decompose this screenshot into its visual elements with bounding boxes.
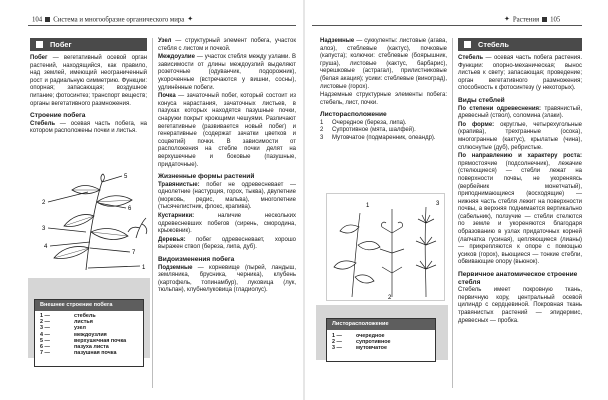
figure-label: 7 xyxy=(132,250,136,256)
left-header-title: Система и многообразие органического мира xyxy=(53,16,185,24)
section-header-stebel: Стебель xyxy=(458,38,582,51)
paragraph: Травянистые: побег не одревесневает — однолетние (настурция, горох, тыква), двулетние (морковь, редис, мальва), многолетние (тысячелистник, флокс, крапива). xyxy=(158,181,296,211)
paragraph: Узел — структурный элемент побега, участок стебля с листом и почкой. xyxy=(158,38,296,52)
figure-label: 1 xyxy=(366,203,370,209)
figure-label: 2 xyxy=(388,295,392,301)
legend-item: 5 — верхушечная почка xyxy=(40,337,127,344)
figure-label: 2 xyxy=(42,200,46,206)
paragraph: Стебель — осевая часть побега, на котором расположены почки и листья. xyxy=(30,120,147,135)
figure-label: 3 xyxy=(42,226,46,232)
column-3 xyxy=(320,38,447,142)
subheading-life-forms: Жизненные формы растений xyxy=(158,173,255,181)
paragraph: Побег — вегетативный осевой орган растений, находящийся, как правило, над землей, имеющий неограниченный рост и радиальную симметрию. Функции: опорная; запасающая; воздушное питание; фотосинтез; транспорт веществ; органы вегетативного размножения. xyxy=(30,55,147,107)
column-1 xyxy=(30,38,147,136)
legend-title: Внешнее строение побега xyxy=(35,300,143,311)
bird-icon: ✦ xyxy=(504,15,510,23)
paragraph: По направлению и характеру роста: прямостоячие (подсолнечник), лежачие (стелющиеся) — стебли лежат на поверхности почвы, не укореняясь (вербейник монетчатый), приподнимающиеся (восходящие) — нижняя часть стебля лежит на поверхности почвы, а верхняя поднимается вертикально (сабельник), ползучие — стебли стелются по земле и укореняются благодаря образованию в узлах придаточных корней (лапчатка гусиная), цепляющиеся (лианы) — прикрепляются к опоре с помощью усиков (горох), вьющиеся — тонкие стебли, обвивающие опору (вьюнок). xyxy=(458,153,582,266)
legend-item: 1 — стебель xyxy=(40,313,96,319)
legend-item: 1 — очередное xyxy=(332,333,385,339)
legend-item: 7 — пазушная почка xyxy=(40,350,117,357)
header-square-icon xyxy=(542,17,547,22)
paragraph: Кустарники: наличие нескольких одревесневших побегов (сирень, смородина, крыжовник). xyxy=(158,213,296,235)
paragraph: Надземные структурные элементы побега: стебель, лист, почки. xyxy=(320,92,447,106)
column-divider xyxy=(152,38,153,388)
legend-item: 4 — междоузлия xyxy=(40,331,107,338)
paragraph: Деревья: побег одревесневает, хорошо выражен ствол (береза, липа, дуб). xyxy=(158,236,296,251)
list-item: 3 Мутовчатое (подмаренник, олеандр). xyxy=(320,134,436,141)
paragraph: Надземные — суккуленты: листовые (агава, алоэ), стеблевые (кактус), почковые (капуста); колючки: стеблевые (боярышник, груша), листовые (кактус, барбарис), черешковые (астрагал), прилистниковые (белая акация); усики: стеблевые (виноград), листовые (горох). xyxy=(320,38,447,90)
paragraph: Стебель имеет покровную ткань, первичную кору, центральный осевой цилиндр с сердцевиной. Покровная ткань травянистых растений — эпидермис, древесных — пробка. xyxy=(458,287,582,324)
shoot-structure-illustration xyxy=(28,172,150,272)
legend-item: 3 — мутовчатое xyxy=(332,345,387,352)
column-divider xyxy=(452,38,453,388)
right-header-rule xyxy=(312,25,582,26)
legend-item: 2 — листья xyxy=(40,319,93,326)
legend-item: 6 — пазуха листа xyxy=(40,344,109,351)
subheading-modifications: Видоизменения побега xyxy=(158,256,235,264)
list-item: 2 Супротивное (мята, шалфей). xyxy=(320,127,416,134)
figure-label: 5 xyxy=(124,174,128,180)
left-header-rule xyxy=(28,25,296,26)
right-page-number: 105 xyxy=(550,16,561,24)
list-item: 1 Очередное (береза, липа). xyxy=(320,119,407,126)
header-square-icon xyxy=(45,17,50,22)
legend-box-shoot xyxy=(34,299,144,367)
section-square-icon xyxy=(464,41,471,48)
column-2 xyxy=(158,38,296,295)
left-page-number: 104 xyxy=(32,16,43,24)
subheading-anatomy: Первичное анатомическое строение стебля xyxy=(458,271,578,286)
right-running-header xyxy=(501,16,560,24)
column-4 xyxy=(458,38,582,325)
section-header-pobeg: Побег xyxy=(30,38,147,51)
paragraph: Междоузлие — участок стебля между узлами. В зависимости от длины междоузлий выделяют розеточные (одуванчик, подорожник), укороченные (встречаются у вишни, сосны), удлинённые побеги. xyxy=(158,54,296,91)
legend-item: 2 — супротивное xyxy=(332,339,391,346)
figure-label: 6 xyxy=(128,206,132,212)
paragraph: Подземные — корневище (пырей, ландыш, земляника, брусника, черника), клубень (картофель, топинамбур), луковица (лук, тюльпан), клубнелуковица (гладиолус). xyxy=(158,264,296,294)
paragraph: Почка — зачаточный побег, который состоит из конуса нарастания, зачаточных листьев, в пазухах которых находятся пазушные почки, снаружи покрыт кроющими чешуями. Различают вегетативные (развивается новый побег) и генеративные (содержат зачатки цветков и соцветий) почки. В зависимости от расположения на стебле почки делят на верхушечные и боковые (пазушные, придаточные). xyxy=(158,93,296,168)
leaf-arrangement-figure xyxy=(326,193,445,301)
bird-icon: ✦ xyxy=(187,15,194,23)
legend-box-leaf-arrangement xyxy=(326,318,436,362)
section-square-icon xyxy=(36,41,43,48)
right-header-title: Растения xyxy=(512,16,540,24)
paragraph: Стебель — осевая часть побега растения. Функции: опорно-механическая; вынос листьев к свету; запасающая; проведение; орган вегетативного размножения; способность к фотосинтезу (у некоторых). xyxy=(458,55,582,92)
leaf-arrangement-illustration xyxy=(326,193,445,301)
subheading-structure: Строение побега xyxy=(30,112,86,120)
legend-title: Листорасположение xyxy=(327,319,435,330)
paragraph: По форме: округлые, четырехугольные (крапива), трехгранные (осока), многогранные (кактус), крылатые (чина), сплюснутые (дуб), ребристые. xyxy=(458,121,582,151)
subheading-leaf-arrangement: Листорасположение xyxy=(320,111,387,119)
page-spine xyxy=(303,0,305,400)
legend-item: 3 — узел xyxy=(40,325,86,332)
left-running-header xyxy=(32,16,196,24)
figure-label: 3 xyxy=(436,201,440,207)
figure-label: 1 xyxy=(142,265,146,271)
figure-label: 4 xyxy=(44,244,48,250)
stem-line xyxy=(86,182,102,270)
subheading-stem-types: Виды стеблей xyxy=(458,96,505,104)
paragraph: По степени одревеснения: травянистый, древесный (ствол), соломина (злаки). xyxy=(458,105,583,120)
